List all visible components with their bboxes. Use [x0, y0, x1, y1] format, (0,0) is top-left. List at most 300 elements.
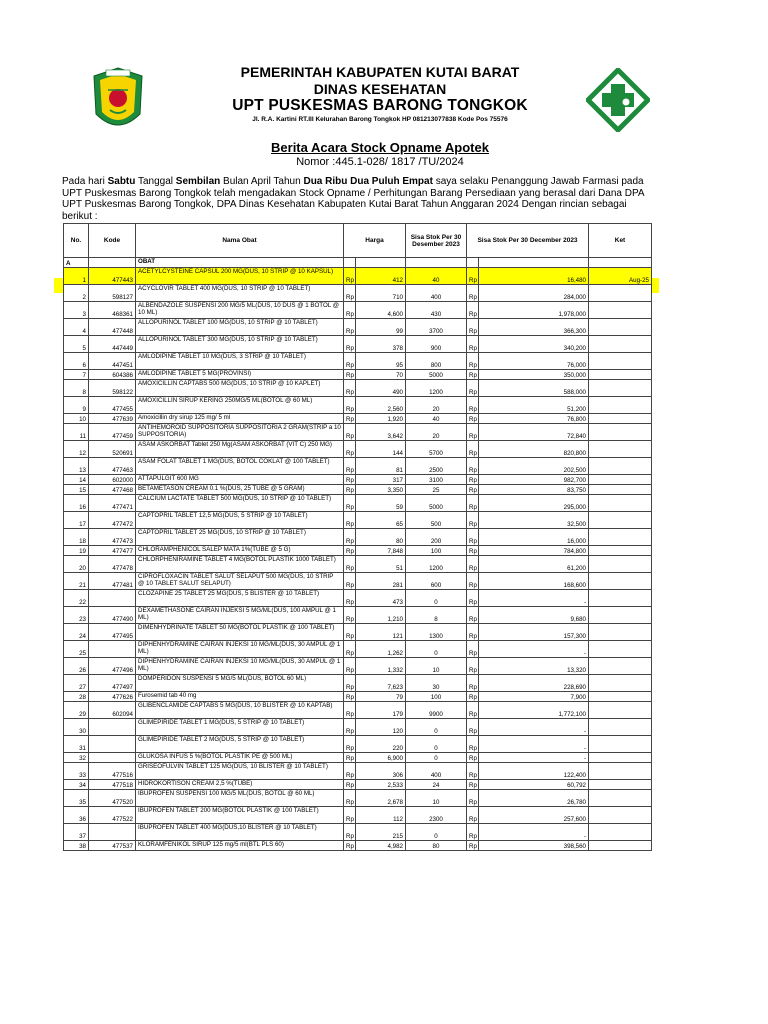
table-row [64, 370, 652, 380]
row-kode: 477520 [89, 790, 136, 807]
row-stok: 3100 [406, 475, 467, 485]
row-stok: 0 [406, 590, 467, 607]
row-nilai-currency: Rp [467, 590, 479, 607]
row-nilai-currency: Rp [467, 607, 479, 624]
row-no: 37 [64, 824, 89, 841]
row-kode: 477518 [89, 780, 136, 790]
row-harga: 3,642 [356, 424, 406, 441]
table-row [64, 485, 652, 495]
row-harga-currency: Rp [344, 285, 356, 302]
row-no: 26 [64, 658, 89, 675]
row-ket [589, 841, 652, 851]
row-no: 3 [64, 302, 89, 319]
row-nama: BETAMETASON CREAM 0.1 %(DUS, 25 TUBE @ 5 GRAM) [136, 485, 344, 495]
row-harga: 378 [356, 336, 406, 353]
row-ket [589, 458, 652, 475]
row-harga-currency: Rp [344, 485, 356, 495]
row-nama: AMLODIPINE TABLET 10 MG(DUS, 3 STRIP @ 10 TABLET) [136, 353, 344, 370]
row-kode: 602000 [89, 475, 136, 485]
row-kode [89, 753, 136, 763]
intro-text: Pada hari [62, 176, 108, 187]
row-nilai: 228,690 [479, 675, 589, 692]
table-row [64, 590, 652, 607]
row-nama: CHLORAMPHENICOL SALEP MATA 1%(TUBE @ 5 G) [136, 546, 344, 556]
row-nama: IBUPROFEN SUSPENSI 100 MG/5 ML(DUS, BOTOL @ 60 ML) [136, 790, 344, 807]
table-row [64, 780, 652, 790]
table-row [64, 285, 652, 302]
row-nilai-currency: Rp [467, 319, 479, 336]
row-nama: CLOZAPINE 25 TABLET 25 MG(DUS, 5 BLISTER @ 10 TABLET) [136, 590, 344, 607]
col-header-harga: Harga [344, 224, 406, 258]
row-stok: 5000 [406, 495, 467, 512]
row-nilai: 76,800 [479, 414, 589, 424]
row-no: 1 [64, 268, 89, 285]
row-kode: 477496 [89, 658, 136, 675]
row-nilai-currency: Rp [467, 414, 479, 424]
row-ket [589, 475, 652, 485]
row-nama: DIPHENHYDRAMINE CAIRAN INJEKSI 10 MG/ML(DUS, 30 AMPUL @ 1 ML) [136, 641, 344, 658]
table-header-row [64, 224, 652, 258]
row-harga-currency: Rp [344, 397, 356, 414]
row-ket [589, 380, 652, 397]
row-no: 11 [64, 424, 89, 441]
row-nilai: - [479, 590, 589, 607]
row-nama: AMOXICILLIN CAPTABS 500 MG(DUS, 10 STRIP @ 10 KAPLET) [136, 380, 344, 397]
row-ket [589, 607, 652, 624]
row-nama: GLIMEPIRIDE TABLET 1 MG(DUS, 5 STRIP @ 10 TABLET) [136, 719, 344, 736]
table-row [64, 475, 652, 485]
row-harga: 120 [356, 719, 406, 736]
table-row [64, 607, 652, 624]
intro-year: Dua Ribu Dua Puluh Empat [303, 176, 433, 187]
row-harga-currency: Rp [344, 380, 356, 397]
document-title: Berita Acara Stock Opname Apotek [271, 140, 489, 155]
row-kode: 520691 [89, 441, 136, 458]
row-harga: 7,848 [356, 546, 406, 556]
row-no: 16 [64, 495, 89, 512]
row-kode: 602094 [89, 702, 136, 719]
table-row [64, 763, 652, 780]
row-ket [589, 641, 652, 658]
row-nilai: 83,750 [479, 485, 589, 495]
row-ket [589, 556, 652, 573]
row-nilai: 26,780 [479, 790, 589, 807]
row-nilai: - [479, 641, 589, 658]
row-no: 21 [64, 573, 89, 590]
row-harga-currency: Rp [344, 495, 356, 512]
row-kode: 477472 [89, 512, 136, 529]
row-stok: 430 [406, 302, 467, 319]
row-nilai: 340,200 [479, 336, 589, 353]
row-harga: 317 [356, 475, 406, 485]
row-harga-currency: Rp [344, 268, 356, 285]
row-nama: CALCIUM LACTATE TABLET 500 MG(DUS, 10 STRIP @ 10 TABLET) [136, 495, 344, 512]
section-label: OBAT [136, 258, 344, 268]
row-harga: 1,920 [356, 414, 406, 424]
row-stok: 10 [406, 790, 467, 807]
table-row [64, 546, 652, 556]
row-nama: Furosemid tab 40 mg [136, 692, 344, 702]
table-row [64, 512, 652, 529]
row-ket [589, 573, 652, 590]
row-kode [89, 719, 136, 736]
row-no: 29 [64, 702, 89, 719]
row-harga-currency: Rp [344, 556, 356, 573]
row-harga: 1,332 [356, 658, 406, 675]
puskesmas-cross-icon [586, 68, 650, 132]
row-nama: DIMENHYDRINATE TABLET 50 MG(BOTOL PLASTIK @ 100 TABLET) [136, 624, 344, 641]
row-nilai: 366,300 [479, 319, 589, 336]
row-no: 19 [64, 546, 89, 556]
row-ket [589, 790, 652, 807]
row-harga-currency: Rp [344, 841, 356, 851]
row-harga-currency: Rp [344, 336, 356, 353]
row-nama: DIPHENHYDRAMINE CAIRAN INJEKSI 10 MG/ML(DUS, 30 AMPUL @ 1 ML) [136, 658, 344, 675]
row-no: 31 [64, 736, 89, 753]
row-harga-currency: Rp [344, 692, 356, 702]
row-nilai-currency: Rp [467, 268, 479, 285]
row-nilai-currency: Rp [467, 370, 479, 380]
row-nama: DOMPERIDON SUSPENSI 5 MG/5 ML(DUS, BOTOL 60 ML) [136, 675, 344, 692]
table-row [64, 641, 652, 658]
row-harga-currency: Rp [344, 546, 356, 556]
row-kode: 477455 [89, 397, 136, 414]
row-no: 20 [64, 556, 89, 573]
row-no: 34 [64, 780, 89, 790]
row-harga: 65 [356, 512, 406, 529]
row-harga-currency: Rp [344, 607, 356, 624]
table-row [64, 268, 652, 285]
row-nilai-currency: Rp [467, 397, 479, 414]
row-harga: 3,350 [356, 485, 406, 495]
row-harga: 4,982 [356, 841, 406, 851]
row-nilai: 61,200 [479, 556, 589, 573]
intro-text: Tanggal [135, 176, 176, 187]
row-harga: 1,262 [356, 641, 406, 658]
row-ket [589, 658, 652, 675]
row-kode: 477495 [89, 624, 136, 641]
col-header-kode: Kode [89, 224, 136, 258]
row-ket [589, 736, 652, 753]
row-stok: 600 [406, 573, 467, 590]
row-ket [589, 675, 652, 692]
row-kode: 477481 [89, 573, 136, 590]
row-no: 9 [64, 397, 89, 414]
row-no: 30 [64, 719, 89, 736]
row-stok: 500 [406, 512, 467, 529]
row-nama: ASAM ASKORBAT Tablet 250 Mg(ASAM ASKORBAT (VIT C) 250 MG) [136, 441, 344, 458]
row-harga: 179 [356, 702, 406, 719]
row-kode: 477490 [89, 607, 136, 624]
row-kode: 477468 [89, 485, 136, 495]
department-name: DINAS KESEHATAN [313, 81, 447, 97]
row-nilai-currency: Rp [467, 529, 479, 546]
row-nama: ALLOPURINOL TABLET 100 MG(DUS, 10 STRIP @ 10 TABLET) [136, 319, 344, 336]
row-no: 2 [64, 285, 89, 302]
row-nilai: 7,900 [479, 692, 589, 702]
row-kode: 468361 [89, 302, 136, 319]
row-no: 5 [64, 336, 89, 353]
row-nilai: 784,800 [479, 546, 589, 556]
row-kode: 604386 [89, 370, 136, 380]
row-kode: 477459 [89, 424, 136, 441]
row-harga: 473 [356, 590, 406, 607]
row-no: 27 [64, 675, 89, 692]
row-kode: 477537 [89, 841, 136, 851]
row-ket [589, 824, 652, 841]
intro-text: Bulan April Tahun [220, 176, 304, 187]
row-kode [89, 590, 136, 607]
row-nama: GRISEOFULVIN TABLET 125 MG(DUS, 10 BLISTER @ 10 TABLET) [136, 763, 344, 780]
row-ket [589, 590, 652, 607]
row-stok: 40 [406, 268, 467, 285]
row-harga: 2,678 [356, 790, 406, 807]
row-kode [89, 824, 136, 841]
row-nilai-currency: Rp [467, 495, 479, 512]
table-row [64, 736, 652, 753]
row-nilai-currency: Rp [467, 485, 479, 495]
row-nilai: 820,800 [479, 441, 589, 458]
row-harga: 490 [356, 380, 406, 397]
row-stok: 400 [406, 285, 467, 302]
row-kode: 477443 [89, 268, 136, 285]
row-harga-currency: Rp [344, 641, 356, 658]
table-row [64, 319, 652, 336]
row-nilai-currency: Rp [467, 824, 479, 841]
row-nilai: 13,320 [479, 658, 589, 675]
row-nama: ALBENDAZOLE SUSPENSI 200 MG/5 ML(DUS, 10 DUS @ 1 BOTOL @ 10 ML) [136, 302, 344, 319]
row-harga: 220 [356, 736, 406, 753]
row-ket [589, 702, 652, 719]
row-harga-currency: Rp [344, 458, 356, 475]
row-nilai-currency: Rp [467, 302, 479, 319]
row-nama: AMLODIPINE TABLET 5 MG(PROVINSI) [136, 370, 344, 380]
row-nilai: 588,000 [479, 380, 589, 397]
row-nama: ACETYLCYSTEINE CAPSUL 200 MG(DUS, 10 STRIP @ 10 KAPSUL) [136, 268, 344, 285]
row-harga-currency: Rp [344, 529, 356, 546]
row-harga: 144 [356, 441, 406, 458]
row-nama: Amoxicillin dry sirup 125 mg/ 5 ml [136, 414, 344, 424]
table-row [64, 556, 652, 573]
row-no: 13 [64, 458, 89, 475]
row-nilai-currency: Rp [467, 692, 479, 702]
row-nama: GLUKOSA INFUS 5 %(BOTOL PLASTIK PE @ 500 ML) [136, 753, 344, 763]
section-empty [89, 258, 136, 268]
row-stok: 10 [406, 658, 467, 675]
row-ket [589, 370, 652, 380]
row-nilai: 157,300 [479, 624, 589, 641]
row-stok: 1300 [406, 624, 467, 641]
table-row [64, 841, 652, 851]
row-no: 23 [64, 607, 89, 624]
row-harga-currency: Rp [344, 590, 356, 607]
table-row [64, 702, 652, 719]
row-highlight-left [54, 278, 63, 293]
table-row [64, 790, 652, 807]
row-no: 36 [64, 807, 89, 824]
row-harga: 6,900 [356, 753, 406, 763]
row-harga-currency: Rp [344, 675, 356, 692]
row-harga: 80 [356, 529, 406, 546]
row-no: 35 [64, 790, 89, 807]
row-ket [589, 546, 652, 556]
table-row [64, 692, 652, 702]
row-nilai: - [479, 719, 589, 736]
row-ket [589, 692, 652, 702]
row-nama: DEXAMETHASONE CAIRAN INJEKSI 5 MG/ML(DUS, 100 AMPUL @ 1 ML) [136, 607, 344, 624]
row-stok: 2500 [406, 458, 467, 475]
col-header-no: No. [64, 224, 89, 258]
row-stok: 8 [406, 607, 467, 624]
row-nilai: 1,772,100 [479, 702, 589, 719]
row-harga-currency: Rp [344, 624, 356, 641]
row-nilai-currency: Rp [467, 790, 479, 807]
col-header-nilai-stok: Sisa Stok Per 30 December 2023 [467, 224, 589, 258]
row-kode: 477473 [89, 529, 136, 546]
row-ket [589, 763, 652, 780]
row-stok: 0 [406, 719, 467, 736]
row-no: 28 [64, 692, 89, 702]
row-harga: 121 [356, 624, 406, 641]
table-row [64, 424, 652, 441]
row-stok: 25 [406, 485, 467, 495]
table-row [64, 353, 652, 370]
row-kode: 477471 [89, 495, 136, 512]
row-nilai-currency: Rp [467, 475, 479, 485]
row-harga: 70 [356, 370, 406, 380]
row-nama: HIDROKORTISON CREAM 2,5 %(TUBE) [136, 780, 344, 790]
row-stok: 3700 [406, 319, 467, 336]
row-nilai-currency: Rp [467, 458, 479, 475]
row-nama: IBUPROFEN TABLET 400 MG(DUS,10 BLISTER @ 10 TABLET) [136, 824, 344, 841]
clinic-name: UPT PUSKESMAS BARONG TONGKOK [232, 97, 528, 114]
row-harga-currency: Rp [344, 475, 356, 485]
row-nama: ATTAPULGIT 600 MG [136, 475, 344, 485]
row-harga: 4,600 [356, 302, 406, 319]
row-no: 10 [64, 414, 89, 424]
row-nilai-currency: Rp [467, 780, 479, 790]
row-stok: 900 [406, 336, 467, 353]
row-harga-currency: Rp [344, 824, 356, 841]
row-harga-currency: Rp [344, 512, 356, 529]
row-nama: ACYCLOVIR TABLET 400 MG(DUS, 10 STRIP @ 10 TABLET) [136, 285, 344, 302]
row-ket [589, 780, 652, 790]
row-ket [589, 624, 652, 641]
row-nilai-currency: Rp [467, 763, 479, 780]
row-kode [89, 736, 136, 753]
section-row [64, 258, 652, 268]
row-harga: 7,623 [356, 675, 406, 692]
row-harga-currency: Rp [344, 353, 356, 370]
table-row [64, 458, 652, 475]
row-ket [589, 285, 652, 302]
row-ket [589, 397, 652, 414]
row-nilai-currency: Rp [467, 380, 479, 397]
row-kode: 477478 [89, 556, 136, 573]
row-stok: 9900 [406, 702, 467, 719]
row-stok: 2300 [406, 807, 467, 824]
intro-date: Sembilan [175, 176, 221, 187]
row-no: 24 [64, 624, 89, 641]
row-harga: 79 [356, 692, 406, 702]
row-no: 7 [64, 370, 89, 380]
row-ket [589, 424, 652, 441]
table-row [64, 753, 652, 763]
table-row [64, 529, 652, 546]
row-kode: 447451 [89, 353, 136, 370]
intro-paragraph [62, 176, 656, 222]
row-stok: 30 [406, 675, 467, 692]
row-stok: 24 [406, 780, 467, 790]
row-harga-currency: Rp [344, 780, 356, 790]
row-nilai: 32,500 [479, 512, 589, 529]
row-kode: 598127 [89, 285, 136, 302]
row-nilai: 16,480 [479, 268, 589, 285]
row-stok: 400 [406, 763, 467, 780]
row-harga-currency: Rp [344, 763, 356, 780]
row-kode: 477522 [89, 807, 136, 824]
row-harga: 281 [356, 573, 406, 590]
row-stok: 5000 [406, 370, 467, 380]
row-nilai: 9,680 [479, 607, 589, 624]
row-nilai-currency: Rp [467, 424, 479, 441]
row-nilai: 60,792 [479, 780, 589, 790]
row-harga-currency: Rp [344, 573, 356, 590]
table-row [64, 658, 652, 675]
row-ket [589, 336, 652, 353]
row-nama: ASAM FOLAT TABLET 1 MG(DUS, BOTOL COKLAT @ 100 TABLET) [136, 458, 344, 475]
row-nama: KLORAMFENIKOL SIRUP 125 mg/5 ml(BTL PLS 60) [136, 841, 344, 851]
row-no: 17 [64, 512, 89, 529]
row-nama: IBUPROFEN TABLET 200 MG(BOTOL PLASTIK @ 100 TABLET) [136, 807, 344, 824]
row-no: 8 [64, 380, 89, 397]
row-harga-currency: Rp [344, 807, 356, 824]
intro-text: saya selaku Penanggung Jawab Farmasi pada UPT Puskesmas Barong Tongkok telah mengadakan Stock Opname / Perhitungan Barang Persediaan yang berasal dari Dana DPA UPT Puskesmas Barong Tongkok, DPA Dinas Kesehatan Kabupaten Kutai Barat Tahun Anggaran 2024 Dengan rincian sebagai berikut : [62, 176, 645, 222]
row-nilai-currency: Rp [467, 556, 479, 573]
intro-day: Sabtu [107, 176, 136, 187]
government-name: PEMERINTAH KABUPATEN KUTAI BARAT [240, 64, 520, 80]
row-harga: 59 [356, 495, 406, 512]
row-no: 22 [64, 590, 89, 607]
table-row [64, 414, 652, 424]
row-harga-currency: Rp [344, 370, 356, 380]
col-header-sisa-stok: Sisa Stok Per 30 Desember 2023 [406, 224, 467, 258]
table-row [64, 824, 652, 841]
row-nilai-currency: Rp [467, 336, 479, 353]
table-row [64, 675, 652, 692]
row-nilai: 982,700 [479, 475, 589, 485]
row-kode: 447449 [89, 336, 136, 353]
row-kode: 477477 [89, 546, 136, 556]
table-row [64, 624, 652, 641]
row-nilai-currency: Rp [467, 841, 479, 851]
row-no: 4 [64, 319, 89, 336]
row-ket [589, 353, 652, 370]
row-no: 33 [64, 763, 89, 780]
col-header-nama: Nama Obat [136, 224, 344, 258]
row-ket [589, 485, 652, 495]
row-nilai: 16,000 [479, 529, 589, 546]
row-kode: 477463 [89, 458, 136, 475]
row-harga: 215 [356, 824, 406, 841]
row-harga-currency: Rp [344, 736, 356, 753]
row-highlight-right [651, 278, 659, 293]
row-harga-currency: Rp [344, 441, 356, 458]
table-row [64, 380, 652, 397]
row-nama: GLIMEPIRIDE TABLET 2 MG(DUS, 5 STRIP @ 10 TABLET) [136, 736, 344, 753]
table-row [64, 495, 652, 512]
row-nilai-currency: Rp [467, 285, 479, 302]
